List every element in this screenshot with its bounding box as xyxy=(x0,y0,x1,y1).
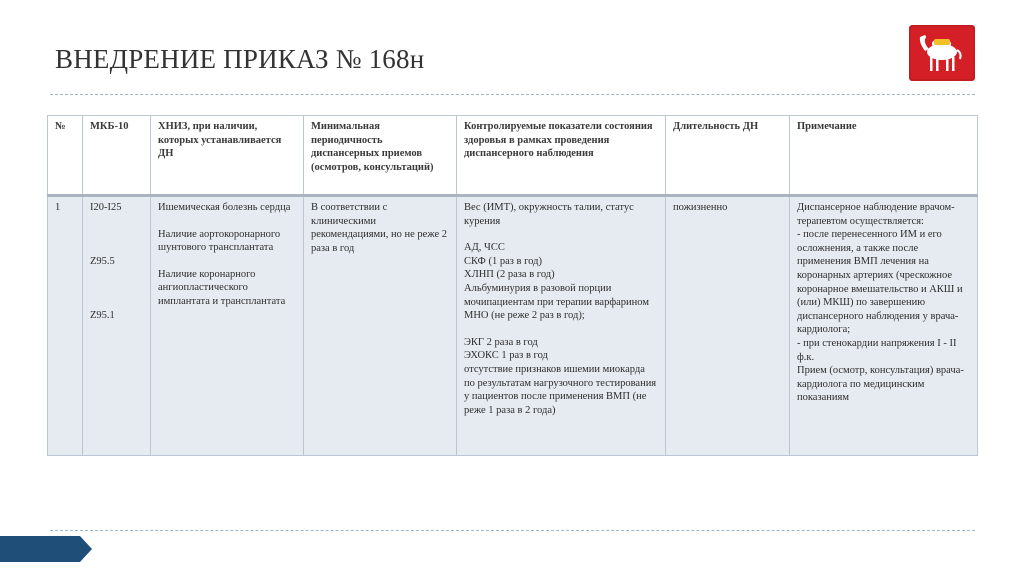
icd-code: Z95.5 xyxy=(90,255,115,267)
row-number-cell: 1 xyxy=(48,196,83,456)
col-icd-header: МКБ-10 xyxy=(83,116,151,196)
indicator-line: АД, ЧСС xyxy=(464,242,505,254)
table-row xyxy=(48,196,978,456)
indicator-line: СКФ (1 раз в год) xyxy=(464,255,542,267)
dispensary-table xyxy=(47,115,977,456)
icd-code: Z95.1 xyxy=(90,310,115,322)
indicator-line: Альбуминурия в разовой порции мочипациентам при терапии варфарином МНО (не реже 2 раз в год); xyxy=(464,282,649,322)
icd-code: I20-I25 xyxy=(90,202,122,213)
col-conditions-header: ХНИЗ, при наличии, которых устанавливается ДН xyxy=(151,116,304,196)
condition-text: Ишемическая болезнь сердца xyxy=(158,202,291,213)
col-duration-header: Длительность ДН xyxy=(666,116,790,196)
footer-divider xyxy=(50,530,975,531)
col-notes-header: Примечание xyxy=(790,116,978,196)
col-indicators-header: Контролируемые показатели состояния здоровья в рамках проведения диспансерного наблюдения xyxy=(457,116,666,196)
indicator-line: ЭХОКС 1 раз в год xyxy=(464,350,548,362)
note-line: - при стенокардии напряжения I - II ф.к. xyxy=(797,337,957,363)
row-notes-cell xyxy=(790,196,978,456)
footer-arrow-icon xyxy=(0,536,92,562)
col-frequency-header: Минимальная периодичность диспансерных приемов (осмотров, консультаций) xyxy=(304,116,457,196)
indicator-line: Вес (ИМТ), окружность талии, статус курения xyxy=(464,202,634,227)
table-header-row xyxy=(48,116,978,196)
slide-title: ВНЕДРЕНИЕ ПРИКАЗ № 168н xyxy=(55,44,425,74)
header-divider xyxy=(50,94,975,95)
row-icd-cell xyxy=(83,196,151,456)
row-conditions-cell xyxy=(151,196,304,456)
indicator-line: отсутствие признаков ишемии миокарда по результатам нагрузочного тестирования у пациентов после применения ВМП (не реже 1 раза в 2 года) xyxy=(464,363,657,416)
note-line: Диспансерное наблюдение врачом-терапевтом осуществляется: xyxy=(797,202,955,227)
row-indicators-cell xyxy=(457,196,666,456)
indicator-line: ХЛНП (2 раза в год) xyxy=(464,269,555,281)
col-number-header: № xyxy=(48,116,83,196)
row-frequency-cell: В соответствии с клиническими рекомендациями, но не реже 2 раза в год xyxy=(304,196,457,456)
condition-text: Наличие коронарного ангиопластического имплантата и трансплантата xyxy=(158,268,286,307)
note-line: - после перенесенного ИМ и его осложнения, а также после применения ВМП лечения на коронарных артериях (чрескожное коронарное вмешательство и АКШ и (или) МКШ) по завершению диспансерного наблюдения у врача-кардиолога; xyxy=(797,229,963,336)
note-line: Прием (осмотр, консультация) врача-кардиолога по медицинским показаниям xyxy=(797,365,964,404)
indicator-line: ЭКГ 2 раза в год xyxy=(464,336,538,348)
condition-text: Наличие аортокоронарного шунтового трансплантата xyxy=(158,228,281,254)
row-duration-cell: пожизненно xyxy=(666,196,790,456)
chelyabinsk-coat-of-arms-icon xyxy=(909,25,975,81)
